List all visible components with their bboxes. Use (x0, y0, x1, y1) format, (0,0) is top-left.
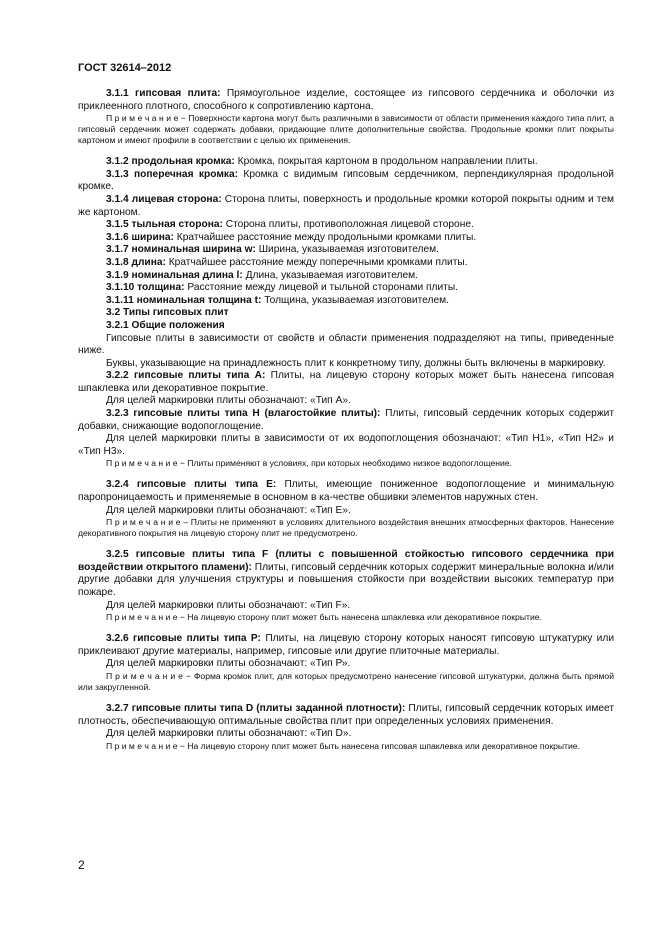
body-paragraph (78, 728, 614, 741)
term-name: 3.1.3 поперечная кромка: (106, 168, 239, 180)
term-name: 3.1.5 тыльная сторона: (106, 219, 223, 231)
paragraph-spacer (78, 469, 614, 479)
term-definition (78, 549, 614, 599)
term-name: 3.1.8 длина: (106, 256, 166, 268)
paragraph-text: Кромка с видимым гипсовым сердечником, перпендикулярная продольной кромке. (78, 168, 614, 193)
paragraph-text: Для целей маркировки плиты обозначают: «Тип D». (106, 728, 352, 740)
paragraph-text: Плиты, гипсовый сердечник которых имеет плотность, обеспечивающую оптимальные свойства плит при определенных условиях применения. (78, 702, 614, 727)
term-name: 3.1.9 номинальная длина l: (106, 269, 243, 281)
document-header: ГОСТ 32614–2012 (78, 62, 172, 74)
paragraph-text: Толщина, указываемая изготовителем. (261, 294, 449, 306)
paragraph-text: Плиты, на лицевую сторону которых наносят гипсовую штукатурку или приклеивают другие материалы, например, гипсовые или другие плиточные материалы. (78, 633, 615, 657)
paragraph-spacer (78, 539, 614, 549)
paragraph-text: Для целей маркировки плиты обозначают: «Тип F». (106, 599, 351, 611)
paragraph-text: Буквы, указывающие на принадлежность плит к конкретному типу, должны быть включены в маркировку. (106, 357, 606, 369)
paragraph-text: − Поверхности картона могут быть различными в зависимости от области применения каждого типа плит, а гипсовый сердечник может содержать добавки, придающие плите дополнительные свойства. Продольные кромки плит покрыты картоном и имеют профили в соответствии с целью их применения. (78, 113, 614, 146)
term-name: 3.2.6 гипсовые плиты типа Р: (106, 633, 261, 645)
term-definition (78, 257, 614, 270)
paragraph-text: Сторона плиты, противоположная лицевой стороне. (222, 219, 474, 231)
term-definition (78, 703, 614, 728)
term-definition (78, 244, 614, 257)
page-number: 2 (78, 858, 85, 872)
body-paragraph (78, 395, 614, 408)
note-label: П р и м е ч а н и е (106, 517, 181, 528)
term-name: 3.1.1 гипсовая плита: (106, 88, 221, 99)
paragraph-text: Расстояние между лицевой и тыльной сторонами плиты. (184, 282, 458, 294)
term-name: 3.2.2 гипсовые плиты типа А: (106, 370, 266, 382)
term-name: 3.1.2 продольная кромка: (106, 156, 235, 168)
note-paragraph (78, 741, 614, 752)
paragraph-text: – Плиты не применяют в условиях длительного воздействия внешних атмосферных факторов. Нанесение декоративного покрытия на лицевую сторону плит не предусмотрено. (78, 517, 615, 539)
term-definition (78, 370, 614, 395)
note-paragraph (78, 113, 614, 146)
body-paragraph (78, 333, 614, 358)
term-definition (78, 295, 614, 308)
paragraph-text: Плиты, гипсовый сердечник которых содержит минеральные волокна и/или другие добавки для улучшения структуры и повышения стойкости при воздействии высоких температур при пожаре. (78, 561, 614, 598)
term-name: 3.2 Типы гипсовых плит (106, 307, 229, 319)
note-label: П р и м е ч а н и е (106, 740, 178, 751)
term-definition (78, 307, 614, 320)
paragraph-spacer (78, 693, 614, 703)
note-label: П р и м е ч а н и е (106, 458, 178, 469)
paragraph-text: Для целей маркировки плиты обозначают: «Тип Р». (106, 658, 351, 670)
term-definition (78, 633, 614, 658)
paragraph-spacer (78, 623, 614, 633)
paragraph-text: Ширина, указываемая изготовителем. (255, 244, 439, 256)
body-paragraph (78, 658, 614, 671)
term-definition (78, 270, 614, 283)
term-definition (78, 320, 614, 333)
body-paragraph (78, 433, 614, 458)
note-paragraph (78, 517, 614, 539)
paragraph-text: Для целей маркировки плиты в зависимости от их водопоглощения обозначают: «Тип Н1», «Тип Н2» и «Тип Н3». (78, 433, 614, 457)
term-name: 3.2.7 гипсовые плиты типа D (плиты заданной плотности): (106, 702, 406, 714)
body-paragraph (78, 358, 614, 371)
term-name: 3.1.6 ширина: (106, 231, 174, 243)
paragraph-text: − На лицевую сторону плит может быть нанесена шпаклевка или декоративное покрытие. (177, 612, 542, 623)
term-definition (78, 408, 614, 433)
term-name: 3.1.11 номинальная толщина t: (106, 294, 262, 306)
term-definition (78, 479, 614, 504)
term-definition (78, 232, 614, 245)
body-paragraph (78, 600, 614, 613)
term-name: 3.2.3 гипсовые плиты типа Н (влагостойкие плиты): (106, 408, 381, 420)
term-definition (78, 88, 614, 113)
paragraph-text: Кромка, покрытая картоном в продольном направлении плиты. (234, 156, 538, 168)
paragraph-text: Плиты, гипсовый сердечник которых содержит добавки, снижающие водопоглощение. (78, 408, 615, 432)
paragraph-spacer (78, 146, 614, 156)
note-paragraph (78, 458, 614, 469)
paragraph-text: Для целей маркировки плиты обозначают: «Тип А». (106, 395, 351, 407)
term-definition (78, 169, 614, 194)
paragraph-text: Плиты, имеющие пониженное водопоглощение и минимальную паропроницаемость и применяемые в основном в ка-честве обшивки элементов наружных стен. (78, 479, 614, 504)
term-definition (78, 194, 614, 219)
paragraph-text: Плиты, на лицевую сторону которых может быть нанесена гипсовая шпаклевка или декоративное покрытие. (78, 370, 614, 394)
paragraph-text: Прямоугольное изделие, состоящее из гипсового сердечника и оболочки из приклеенного плотного, способного к сопротивлению картона. (78, 88, 614, 112)
body-paragraph (78, 505, 614, 518)
note-label: П р и м е ч а н и е (106, 612, 178, 623)
term-name: 3.2.5 гипсовые плиты типа F (плиты с повышенной стойкостью гипсового сердечника при воздействии открытого пламени): (78, 549, 614, 573)
note-paragraph (78, 612, 614, 623)
paragraph-text: Для целей маркировки плиты обозначают: «Тип Е». (106, 504, 351, 516)
term-name: 3.1.4 лицевая сторона: (106, 193, 222, 205)
term-name: 3.1.7 номинальная ширина w: (106, 244, 256, 256)
term-name: 3.2.4 гипсовые плиты типа Е: (106, 479, 277, 491)
term-name: 3.2.1 Общие положения (106, 319, 225, 331)
paragraph-text: − На лицевую сторону плит может быть нанесена гипсовая шпаклевка или декоративное покрытие. (177, 740, 580, 751)
note-label: П р и м е ч а н и е (106, 670, 183, 681)
paragraph-text: − Плиты применяют в условиях, при которых необходимо низкое водопоглощение. (177, 458, 512, 469)
document-body (78, 88, 614, 752)
term-definition (78, 156, 614, 169)
paragraph-text: Кратчайшее расстояние между продольными кромками плиты. (173, 231, 477, 243)
note-label: П р и м е ч а н и е (106, 113, 179, 124)
paragraph-text: Гипсовые плиты в зависимости от свойств и области применения подразделяют на типы, приведенные ниже. (78, 332, 614, 357)
paragraph-text: − Форма кромок плит, для которых предусмотрено нанесение гипсовой штукатурки, должна быть прямой или закругленной. (78, 670, 615, 692)
note-paragraph (78, 671, 614, 693)
paragraph-text: Длина, указываемая изготовителем. (242, 269, 418, 281)
paragraph-text: Сторона плиты, поверхность и продольные кромки которой покрыты одним и тем же картоном. (78, 193, 614, 218)
term-definition (78, 219, 614, 232)
term-definition (78, 282, 614, 295)
term-name: 3.1.10 толщина: (106, 282, 185, 294)
paragraph-text: Кратчайшее расстояние между поперечными кромками плиты. (165, 256, 468, 268)
